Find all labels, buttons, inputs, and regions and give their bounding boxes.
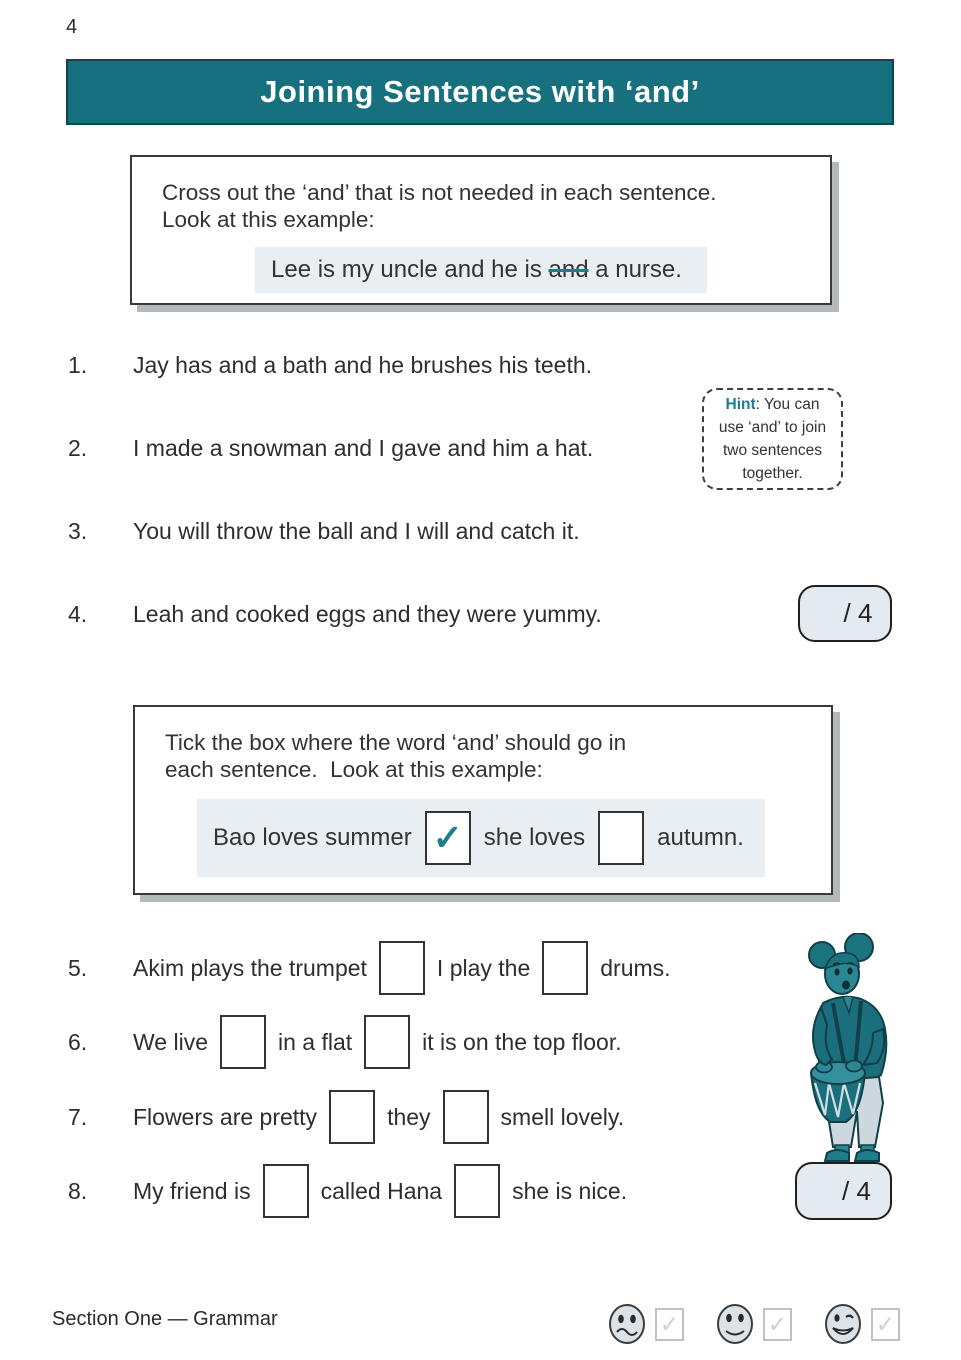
question-row-7	[68, 1089, 636, 1145]
instruction-box-cross-out	[130, 155, 832, 305]
self-assessment	[608, 1303, 918, 1345]
answer-checkbox[interactable]	[364, 1015, 410, 1069]
answer-checkbox[interactable]	[454, 1164, 500, 1218]
question-text[interactable]: You will throw the ball and I will and catch it.	[133, 517, 580, 544]
assessment-checkbox-neutral[interactable]	[763, 1308, 792, 1341]
question-row-2	[68, 433, 593, 463]
footer-section-label: Section One — Grammar	[52, 1308, 278, 1330]
drummer-illustration	[799, 933, 905, 1165]
question-row-1	[68, 350, 592, 380]
struck-word: and	[548, 255, 589, 283]
hint-text	[712, 393, 833, 486]
question-row-6	[68, 1014, 634, 1070]
example-text: Bao loves summer	[213, 823, 412, 851]
instruction-text: Tick the box where the word ‘and’ should go in	[165, 730, 627, 755]
title-banner	[66, 59, 894, 125]
question-text: they	[387, 1103, 431, 1130]
example-text: a nurse.	[588, 255, 682, 283]
assessment-checkbox-happy[interactable]	[871, 1308, 900, 1341]
assessment-group-neutral	[716, 1303, 792, 1345]
assessment-group-happy	[824, 1303, 900, 1345]
question-text: Akim plays the trumpet	[133, 954, 367, 981]
happy-face-icon	[824, 1303, 862, 1345]
assessment-checkbox-sad[interactable]	[655, 1308, 684, 1341]
example-sentence	[197, 799, 765, 877]
score-label: / 4	[843, 598, 873, 628]
hint-body: : You can use ‘and’ to join two sentences together.	[718, 395, 827, 483]
answer-checkbox[interactable]	[443, 1090, 489, 1144]
example-checkbox-empty	[598, 811, 644, 865]
page-number: 4	[66, 16, 78, 38]
question-text[interactable]: Leah and cooked eggs and they were yummy.	[133, 600, 602, 627]
answer-checkbox[interactable]	[263, 1164, 309, 1218]
question-text: My friend is	[133, 1177, 251, 1204]
instruction-text: each sentence. Look at this example:	[165, 757, 543, 783]
answer-checkbox[interactable]	[220, 1015, 266, 1069]
question-text: We live	[133, 1028, 208, 1055]
question-text: smell lovely.	[500, 1103, 625, 1130]
question-text[interactable]: I made a snowman and I gave and him a hat.	[133, 434, 594, 461]
hint-box	[702, 388, 843, 490]
question-text: it is on the top floor.	[422, 1028, 622, 1055]
answer-checkbox[interactable]	[542, 941, 588, 995]
check-icon: ✓	[767, 1310, 788, 1337]
question-number: 2.	[68, 434, 88, 461]
question-text: called Hana	[320, 1177, 443, 1204]
question-row-3	[68, 516, 580, 546]
score-box-exercise2[interactable]	[795, 1162, 892, 1220]
neutral-face-icon	[716, 1303, 754, 1345]
question-number: 4.	[68, 600, 88, 627]
example-sentence	[255, 247, 707, 293]
question-number: 6.	[68, 1028, 88, 1055]
check-icon: ✓	[875, 1310, 896, 1337]
question-number: 7.	[68, 1103, 88, 1130]
answer-checkbox[interactable]	[329, 1090, 375, 1144]
question-number: 3.	[68, 517, 88, 544]
example-text: autumn.	[657, 823, 744, 851]
answer-checkbox[interactable]	[379, 941, 425, 995]
question-number: 1.	[68, 351, 88, 378]
example-checkbox-ticked	[425, 811, 471, 865]
instruction-text: Cross out the ‘and’ that is not needed in each sentence.	[162, 180, 717, 205]
question-text: I play the	[436, 954, 531, 981]
question-number: 5.	[68, 954, 88, 981]
question-row-5	[68, 940, 683, 996]
score-box-exercise1[interactable]	[798, 585, 892, 642]
question-row-8	[68, 1163, 639, 1219]
check-icon: ✓	[432, 816, 463, 858]
question-text: drums.	[600, 954, 671, 981]
instruction-text: Look at this example:	[162, 207, 375, 233]
example-text: she loves	[483, 823, 586, 851]
question-row-4	[68, 599, 602, 629]
hint-label: Hint	[725, 395, 756, 413]
assessment-group-sad	[608, 1303, 684, 1345]
question-text: she is nice.	[512, 1177, 628, 1204]
question-text: Flowers are pretty	[133, 1103, 318, 1130]
check-icon: ✓	[659, 1310, 680, 1337]
question-text: in a flat	[278, 1028, 353, 1055]
question-text[interactable]: Jay has and a bath and he brushes his teeth.	[133, 351, 593, 378]
score-label: / 4	[842, 1175, 871, 1206]
page-title: Joining Sentences with ‘and’	[260, 74, 700, 109]
example-text: Lee is my uncle and he is	[271, 255, 549, 283]
instruction-box-tick	[133, 705, 833, 895]
question-number: 8.	[68, 1177, 88, 1204]
sad-face-icon	[608, 1303, 646, 1345]
